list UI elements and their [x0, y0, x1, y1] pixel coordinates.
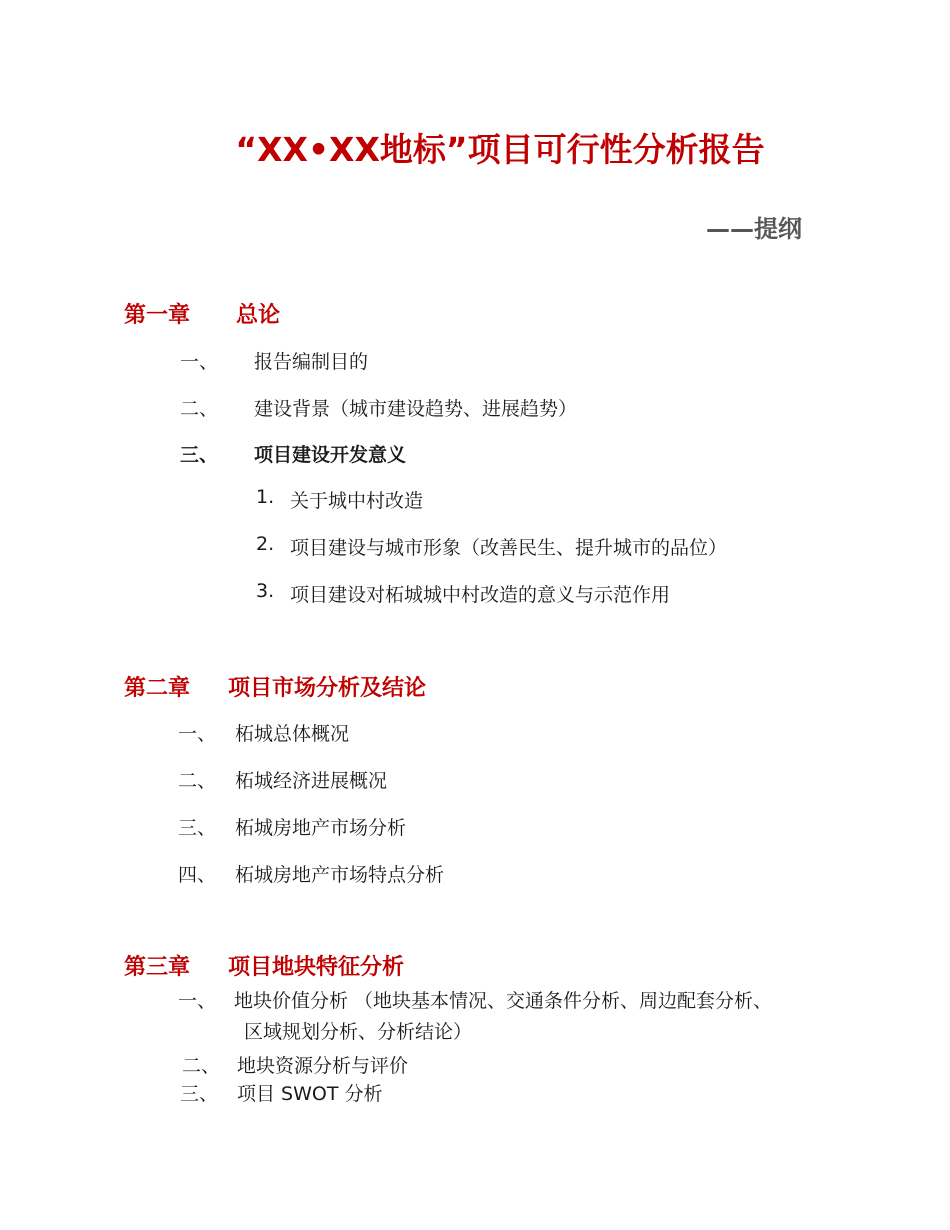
- subitem-number: 3.: [256, 580, 275, 602]
- chapter-1-label: 第一章: [124, 303, 191, 328]
- item-number: 一、: [178, 990, 217, 1012]
- document-subtitle: ——提纲: [706, 215, 802, 243]
- item-text: 项目建设开发意义: [254, 444, 407, 466]
- item-text-continuation: 区域规划分析、分析结论）: [244, 1021, 473, 1043]
- item-number: 三、: [178, 817, 217, 839]
- subitem-number: 2.: [256, 533, 275, 555]
- item-text: 柘城总体概况: [235, 723, 350, 745]
- item-text: 地块资源分析与评价: [237, 1055, 409, 1077]
- chapter-2-label: 第二章: [124, 676, 191, 701]
- item-text: 柘城房地产市场分析: [235, 817, 407, 839]
- chapter-1-heading: [124, 298, 281, 329]
- chapter-3-title: 项目地块特征分析: [228, 955, 405, 980]
- item-number: 二、: [182, 1055, 221, 1077]
- item-number: 一、: [178, 723, 217, 745]
- chapter-1-title: 总论: [236, 303, 281, 328]
- item-text: 柘城经济进展概况: [235, 770, 388, 792]
- chapter-2-heading: [124, 671, 427, 702]
- list-item-continuation: [244, 1017, 472, 1044]
- subitem-text: 关于城中村改造: [290, 490, 424, 512]
- chapter-2-title: 项目市场分析及结论: [228, 676, 427, 701]
- item-text: 项目 SWOT 分析: [237, 1083, 383, 1105]
- document-title: “XX•XX地标”项目可行性分析报告: [235, 130, 765, 169]
- item-number: 三、: [180, 1083, 219, 1105]
- item-number: 二、: [180, 398, 219, 420]
- item-text: 地块价值分析 （地块基本情况、交通条件分析、周边配套分析、: [234, 990, 773, 1012]
- subitem-text: 项目建设与城市形象（改善民生、提升城市的品位）: [290, 537, 728, 559]
- subitem-number: 1.: [256, 486, 275, 508]
- item-text: 建设背景（城市建设趋势、进展趋势）: [254, 398, 578, 420]
- item-number: 四、: [178, 864, 217, 886]
- item-number: 三、: [180, 444, 219, 466]
- chapter-3-label: 第三章: [124, 955, 191, 980]
- item-number: 一、: [180, 351, 219, 373]
- item-text: 报告编制目的: [254, 351, 369, 373]
- item-number: 二、: [178, 770, 217, 792]
- chapter-3-heading: [124, 950, 405, 981]
- subitem-text: 项目建设对柘城城中村改造的意义与示范作用: [290, 584, 671, 606]
- item-text: 柘城房地产市场特点分析: [235, 864, 445, 886]
